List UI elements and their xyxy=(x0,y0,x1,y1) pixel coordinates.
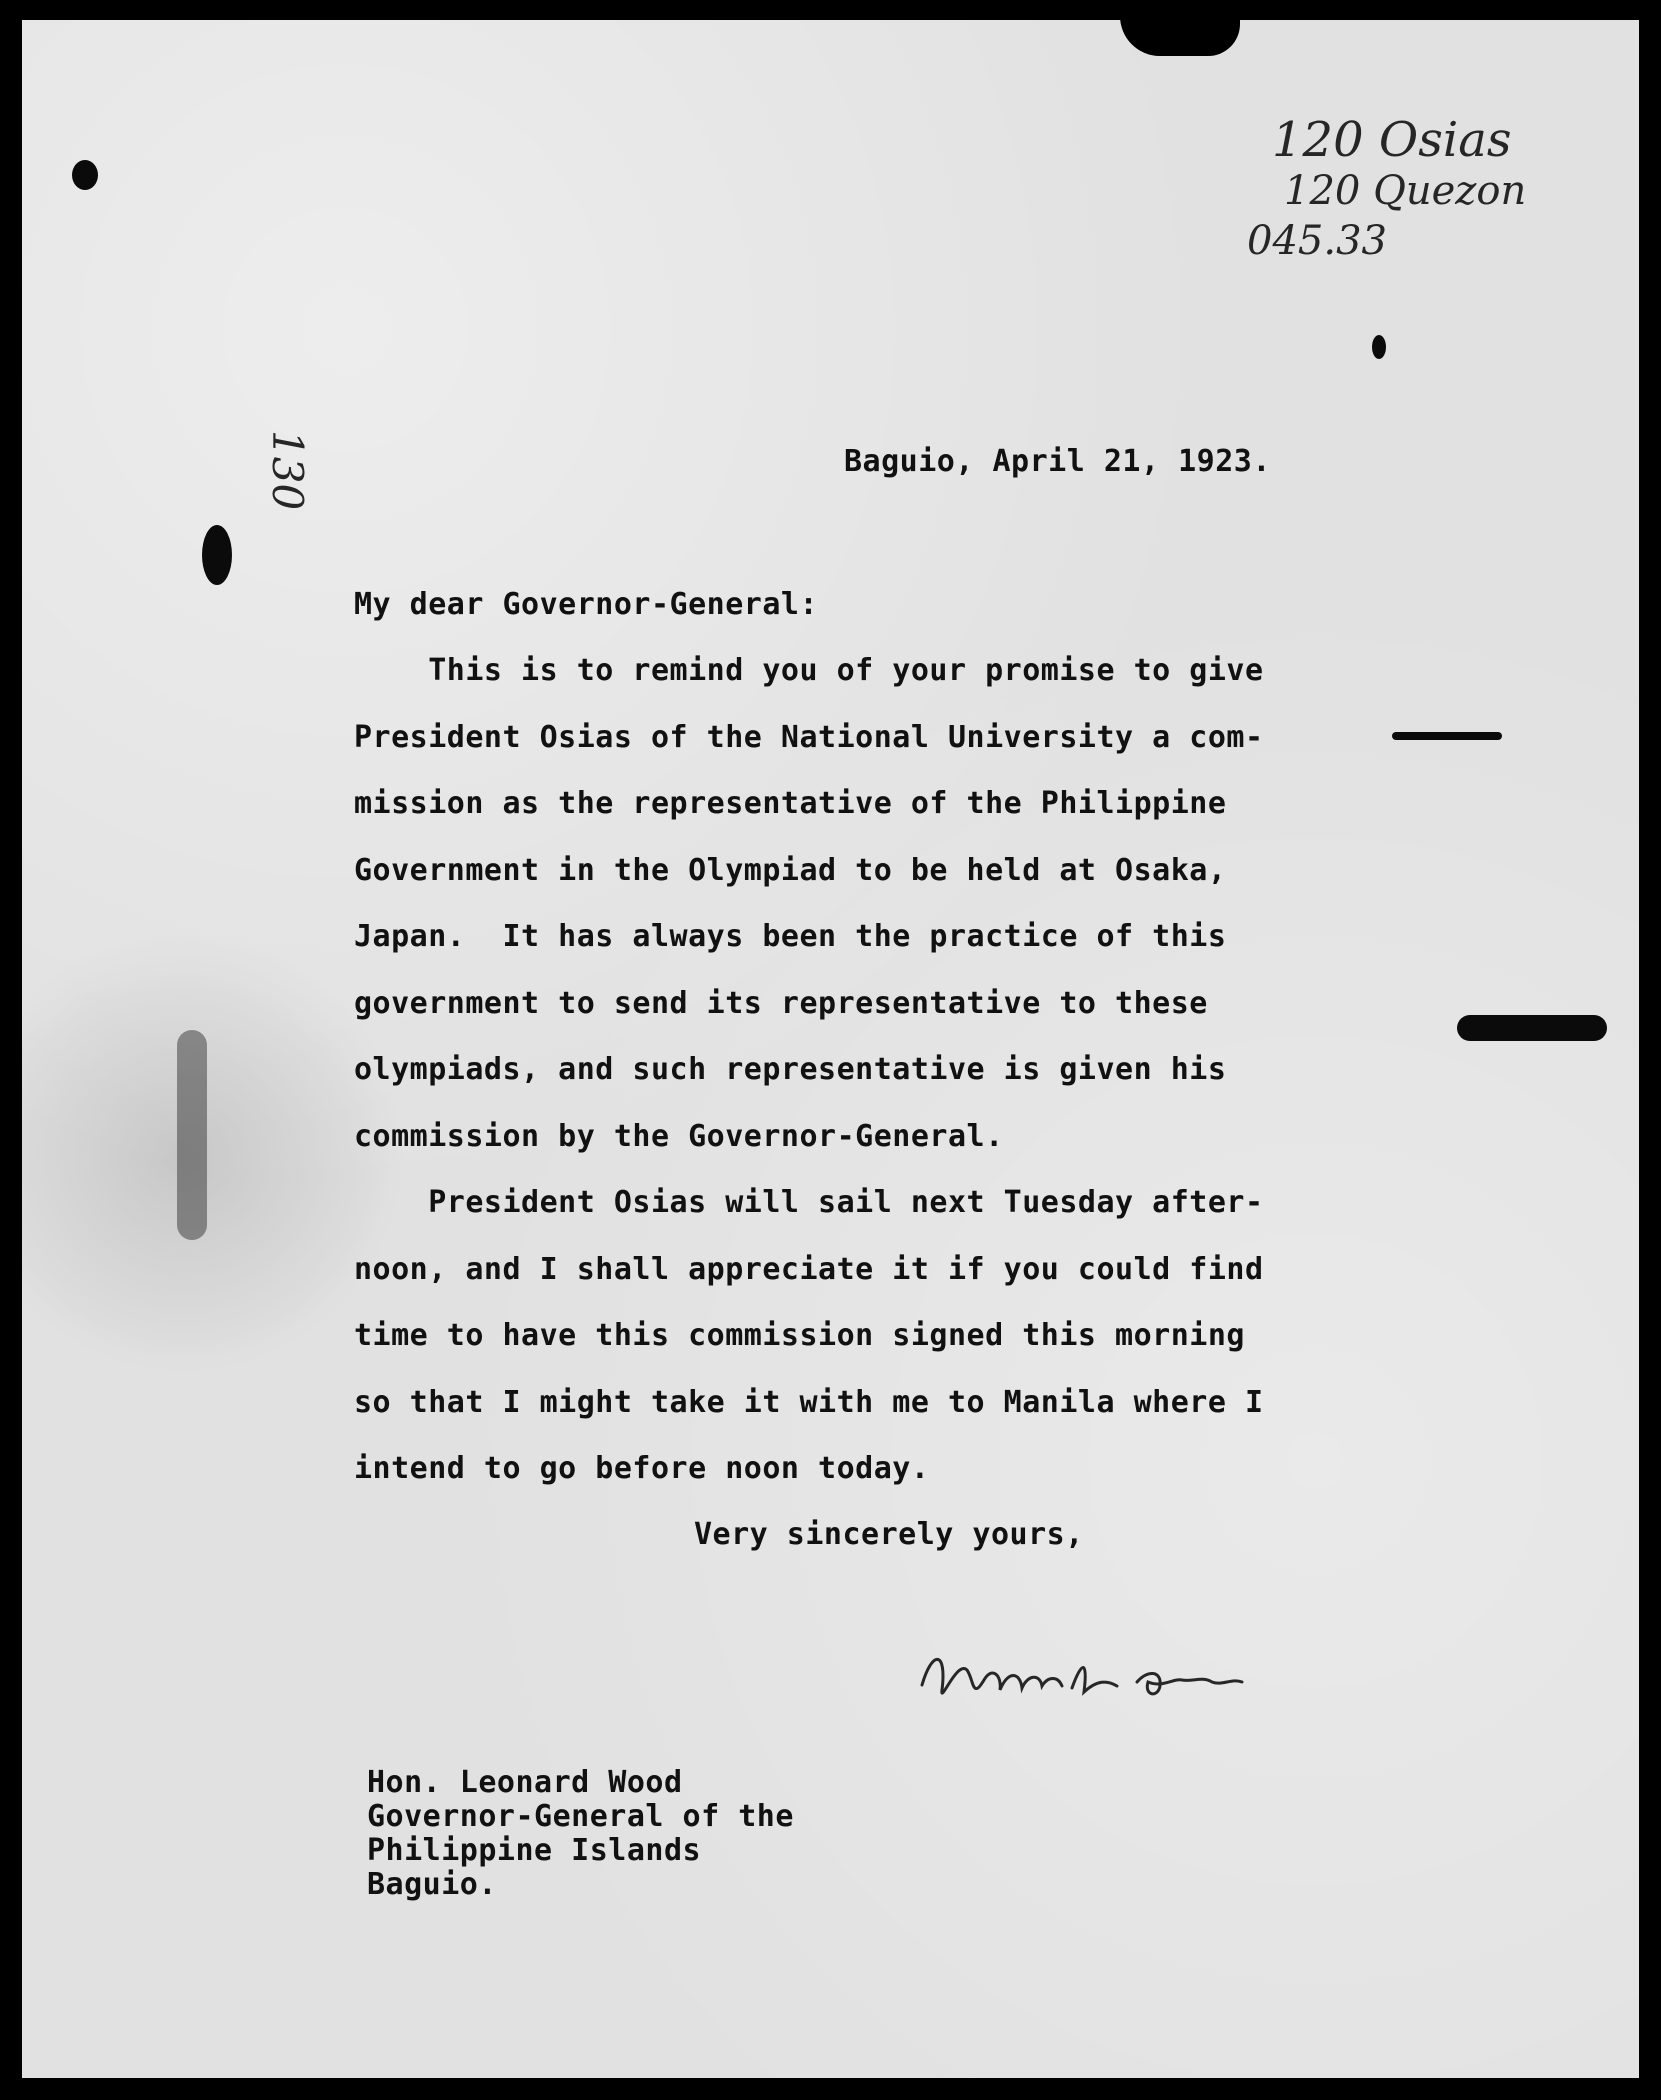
ink-smudge xyxy=(1457,1015,1607,1041)
body-line: commission by the Governor-General. xyxy=(354,1119,1004,1154)
body-line: President Osias will sail next Tuesday after- xyxy=(354,1185,1264,1220)
body-line: time to have this commission signed this morning xyxy=(354,1318,1245,1353)
top-edge-tear xyxy=(1120,16,1240,56)
ink-blot xyxy=(72,160,98,190)
ink-smudge xyxy=(1392,732,1502,740)
archive-note-line2: 120 Quezon xyxy=(1284,168,1527,214)
ink-blot xyxy=(1372,335,1386,359)
body-line: so that I might take it with me to Manila where I xyxy=(354,1385,1264,1420)
ink-smudge xyxy=(177,1030,207,1240)
addressee-line: Governor-General of the xyxy=(367,1799,794,1834)
salutation: My dear Governor-General: xyxy=(354,587,819,622)
body-line: Japan. It has always been the practice of this xyxy=(354,919,1227,954)
body-line: intend to go before noon today. xyxy=(354,1451,930,1486)
closing: Very sincerely yours, xyxy=(694,1517,1084,1552)
body-line: government to send its representative to these xyxy=(354,986,1208,1021)
addressee-line: Philippine Islands xyxy=(367,1833,702,1868)
addressee-line: Baguio. xyxy=(367,1867,497,1902)
body-line: olympiads, and such representative is given his xyxy=(354,1052,1227,1087)
letter-page xyxy=(22,20,1639,2078)
dateline: Baguio, April 21, 1923. xyxy=(844,444,1271,479)
body-line: Government in the Olympiad to be held at Osaka, xyxy=(354,853,1227,888)
body-line: noon, and I shall appreciate it if you could find xyxy=(354,1252,1264,1287)
archive-note-line1: 120 Osias xyxy=(1272,112,1512,168)
body-line: This is to remind you of your promise to give xyxy=(354,653,1264,688)
addressee-line: Hon. Leonard Wood xyxy=(367,1765,683,1800)
margin-number: 130 xyxy=(263,430,312,511)
body-line: mission as the representative of the Philippine xyxy=(354,786,1227,821)
signature xyxy=(912,1630,1312,1720)
body-line: President Osias of the National University a com- xyxy=(354,720,1264,755)
ink-blot xyxy=(202,525,232,585)
archive-note-line3: 045.33 xyxy=(1247,218,1387,264)
